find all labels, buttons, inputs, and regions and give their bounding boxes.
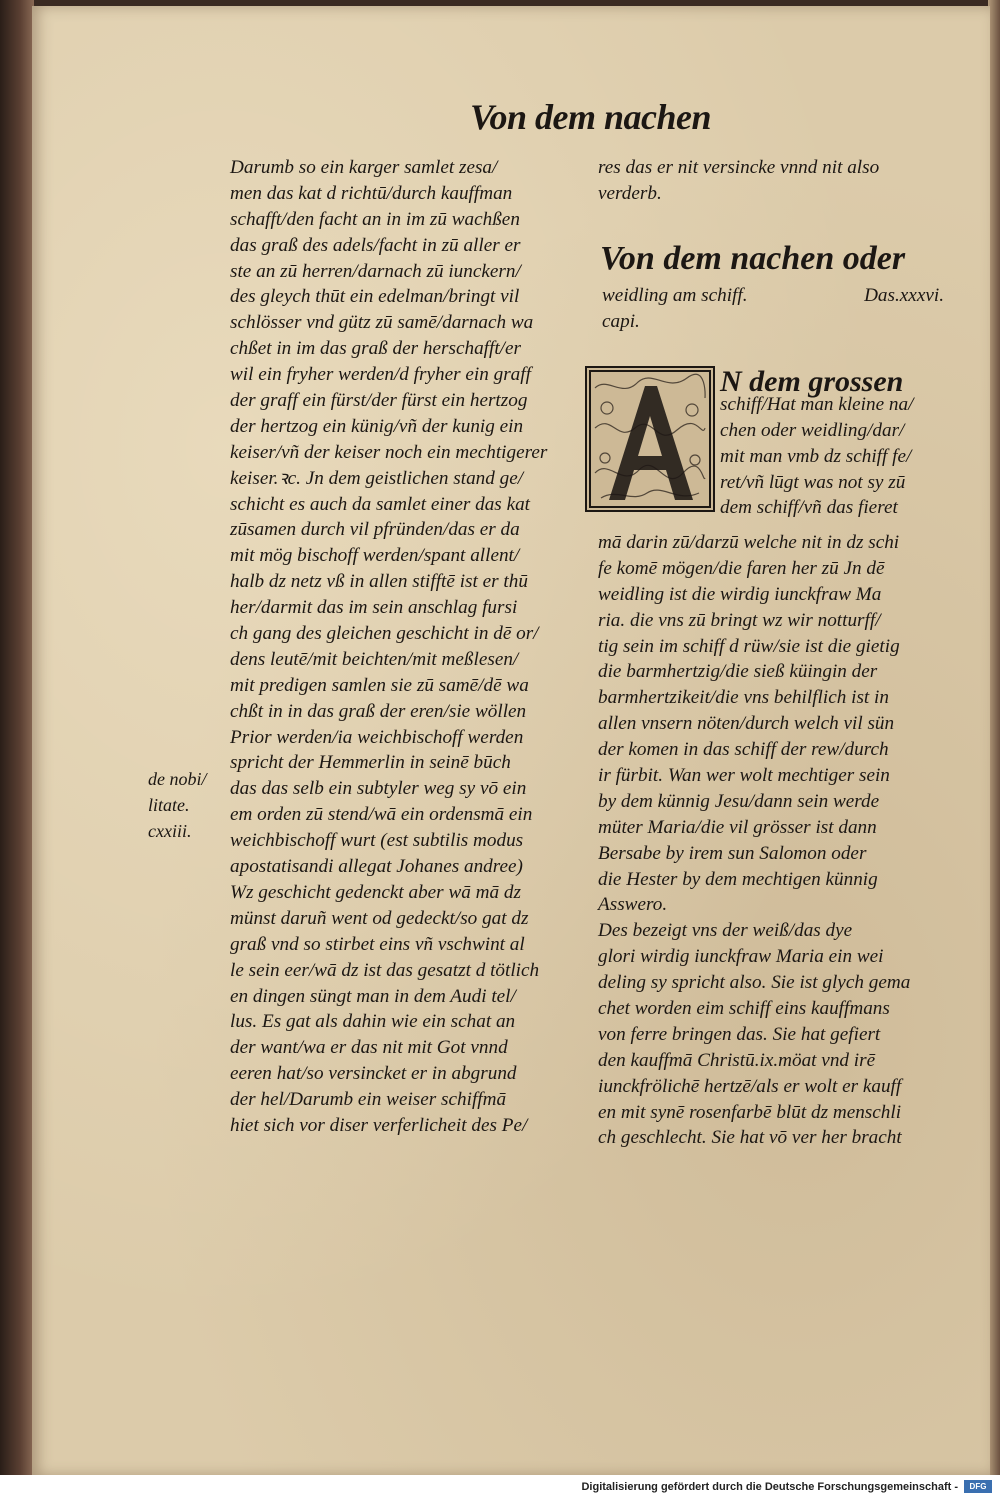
right-text-column <box>598 530 943 1151</box>
text-line: der komen in das schiff der rew/durch <box>598 739 889 761</box>
text-line: münst daruñ went od gedeckt/so gat dz <box>230 907 529 929</box>
chapter-subheading <box>602 283 944 335</box>
text-line: verderb. <box>598 182 662 204</box>
dfg-logo: DFG <box>964 1480 992 1493</box>
text-line: mit man vmb dz schiff fe/ <box>720 445 912 467</box>
text-line: weidling ist die wirdig iunckfraw Ma <box>598 583 882 605</box>
text-line: ret/vñ lūgt was not sy zū <box>720 471 906 493</box>
text-line: lus. Es gat als dahin wie ein schat an <box>230 1011 516 1033</box>
chapter-number: Das.xxxvi. <box>864 285 944 306</box>
text-line: barmhertzikeit/die vns behilflich ist in <box>598 687 889 709</box>
text-line: zūsamen durch vil pfründen/das er da <box>230 519 520 541</box>
text-line: by dem künnig Jesu/dann sein werde <box>598 790 880 812</box>
text-line: en dingen süngt man in dem Audi tel/ <box>230 985 516 1007</box>
text-line: deling sy spricht also. Sie ist glych gema <box>598 972 911 994</box>
chapter-sub-line2: capi. <box>602 310 640 332</box>
text-line: Asswero. <box>598 894 668 916</box>
right-column-top <box>598 155 943 207</box>
decorated-initial-A <box>585 366 715 512</box>
text-line: em orden zū stend/wā ein ordensmā ein <box>230 804 533 826</box>
text-line: schlösser vnd gütz zū samē/darnach wa <box>230 312 534 334</box>
text-line: mā darin zū/darzū welche nit in dz schi <box>598 532 900 553</box>
text-line: dem schiff/vñ das fieret <box>720 497 898 519</box>
text-line: der hertzog ein künig/vñ der kunig ein <box>230 415 524 437</box>
text-line: chßet in im das graß der herschafft/er <box>230 338 521 360</box>
text-line: dens leutē/mit beichten/mit meßlesen/ <box>230 648 519 670</box>
marginal-line: litate. <box>148 794 190 815</box>
text-line: das graß des adels/facht in zū aller er <box>230 234 521 256</box>
footer-bar <box>0 1475 1000 1499</box>
text-line: keiser.ꝛc. Jn dem geistlichen stand ge/ <box>230 467 524 489</box>
text-line: der hel/Darumb ein weiser schiffmā <box>230 1089 507 1111</box>
text-line: halb dz netz vß in allen stifftē ist er thū <box>230 571 528 593</box>
text-line: ch gang des gleichen geschicht in dē or/ <box>230 623 539 645</box>
text-line: fe komē mögen/die faren her zū Jn dē <box>598 557 885 579</box>
text-line: ste an zū herren/darnach zū iunckern/ <box>230 260 521 282</box>
text-line: Wz geschicht gedenckt aber wā mā dz <box>230 881 521 903</box>
text-line: iunckfrölichē hertzē/als er wolt er kauff <box>598 1075 902 1097</box>
text-line: schicht es auch da samlet einer das kat <box>230 493 531 515</box>
text-line: her/darmit das im sein anschlag fursi <box>230 597 518 619</box>
text-line: N dem grossen <box>720 365 904 398</box>
left-text-column <box>230 155 575 1139</box>
text-line: schafft/den facht an in im zū wachßen <box>230 208 520 230</box>
text-line: ch geschlecht. Sie hat vō ver her bracht <box>598 1127 902 1149</box>
woodcut-initial-image <box>587 368 713 510</box>
text-line: weichbischoff wurt (est subtilis modus <box>230 830 524 852</box>
text-line: glori wirdig iunckfraw Maria ein wei <box>598 946 884 968</box>
text-line: mit mög bischoff werden/spant allent/ <box>230 545 520 567</box>
chapter-heading: Von dem nachen oder <box>600 240 906 277</box>
chapter-sub-left: weidling am schiff. <box>602 285 748 306</box>
text-line: en mit synē rosenfarbē blūt dz menschli <box>598 1101 902 1123</box>
text-line: ria. die vns zū bringt wz wir notturff/ <box>598 609 881 631</box>
text-line: die Hester by dem mechtigen künnig <box>598 868 878 890</box>
text-line: Bersabe by irem sun Salomon oder <box>598 842 867 864</box>
text-line: tig sein im schiff d rüw/sie ist die gietig <box>598 635 900 657</box>
text-line: schiff/Hat man kleine na/ <box>720 393 914 415</box>
text-line: der want/wa er das nit mit Got vnnd <box>230 1037 508 1059</box>
text-line: den kauffmā Christū.ix.möat vnd irē <box>598 1049 876 1071</box>
text-line: mit predigen samlen sie zū samē/dē wa <box>230 674 529 696</box>
running-head: Von dem nachen <box>470 97 712 137</box>
marginal-line: cxxiii. <box>148 820 192 841</box>
funding-credit: Digitalisierung gefördert durch die Deutsche Forschungsgemeinschaft - <box>581 1481 958 1493</box>
text-line: apostatisandi allegat Johanes andree) <box>230 856 523 878</box>
text-line: graß vnd so stirbet eins vñ vschwint al <box>230 933 525 955</box>
chapter-opening-paragraph <box>720 366 945 521</box>
text-line: des gleych thūt ein edelman/bringt vil <box>230 286 520 308</box>
text-line: res das er nit versincke vnnd nit also <box>598 157 880 178</box>
text-line: Des bezeigt vns der weiß/das dye <box>598 920 853 942</box>
text-line: spricht der Hemmerlin in seinē būch <box>230 752 511 774</box>
text-line: chen oder weidling/dar/ <box>720 419 905 441</box>
text-line: Darumb so ein karger samlet zesa/ <box>230 157 498 178</box>
text-line: chßt in in das graß der eren/sie wöllen <box>230 700 527 722</box>
text-line: hiet sich vor diser verferlicheit des Pe/ <box>230 1114 528 1136</box>
initial-letter-text: A <box>587 368 588 369</box>
text-line: der graff ein fürst/der fürst ein hertzog <box>230 390 528 412</box>
text-line: Prior werden/ia weichbischoff werden <box>230 726 524 748</box>
text-line: müter Maria/die vil grösser ist dann <box>598 816 877 838</box>
text-line: le sein eer/wā dz ist das gesatzt d tötlich <box>230 959 540 981</box>
text-line: ir fürbit. Wan wer wolt mechtiger sein <box>598 765 890 787</box>
text-line: keiser/vñ der keiser noch ein mechtigerer <box>230 441 548 463</box>
text-line: die barmhertzig/die sieß küingin der <box>598 661 878 683</box>
text-line: das das selb ein subtyler weg sy vō ein <box>230 778 527 800</box>
text-line: eeren hat/so versincket er in abgrund <box>230 1063 517 1085</box>
text-line: von ferre bringen das. Sie hat gefiert <box>598 1023 881 1045</box>
text-line: men das kat d richtū/durch kauffman <box>230 182 513 204</box>
text-line: allen vnsern nöten/durch welch vil sün <box>598 713 895 735</box>
marginal-note <box>148 767 228 845</box>
marginal-line: de nobi/ <box>148 769 207 789</box>
text-line: chet worden eim schiff eins kauffmans <box>598 998 890 1020</box>
text-line: wil ein fryher werden/d fryher ein graff <box>230 364 531 386</box>
scan-left-edge <box>0 0 34 1475</box>
